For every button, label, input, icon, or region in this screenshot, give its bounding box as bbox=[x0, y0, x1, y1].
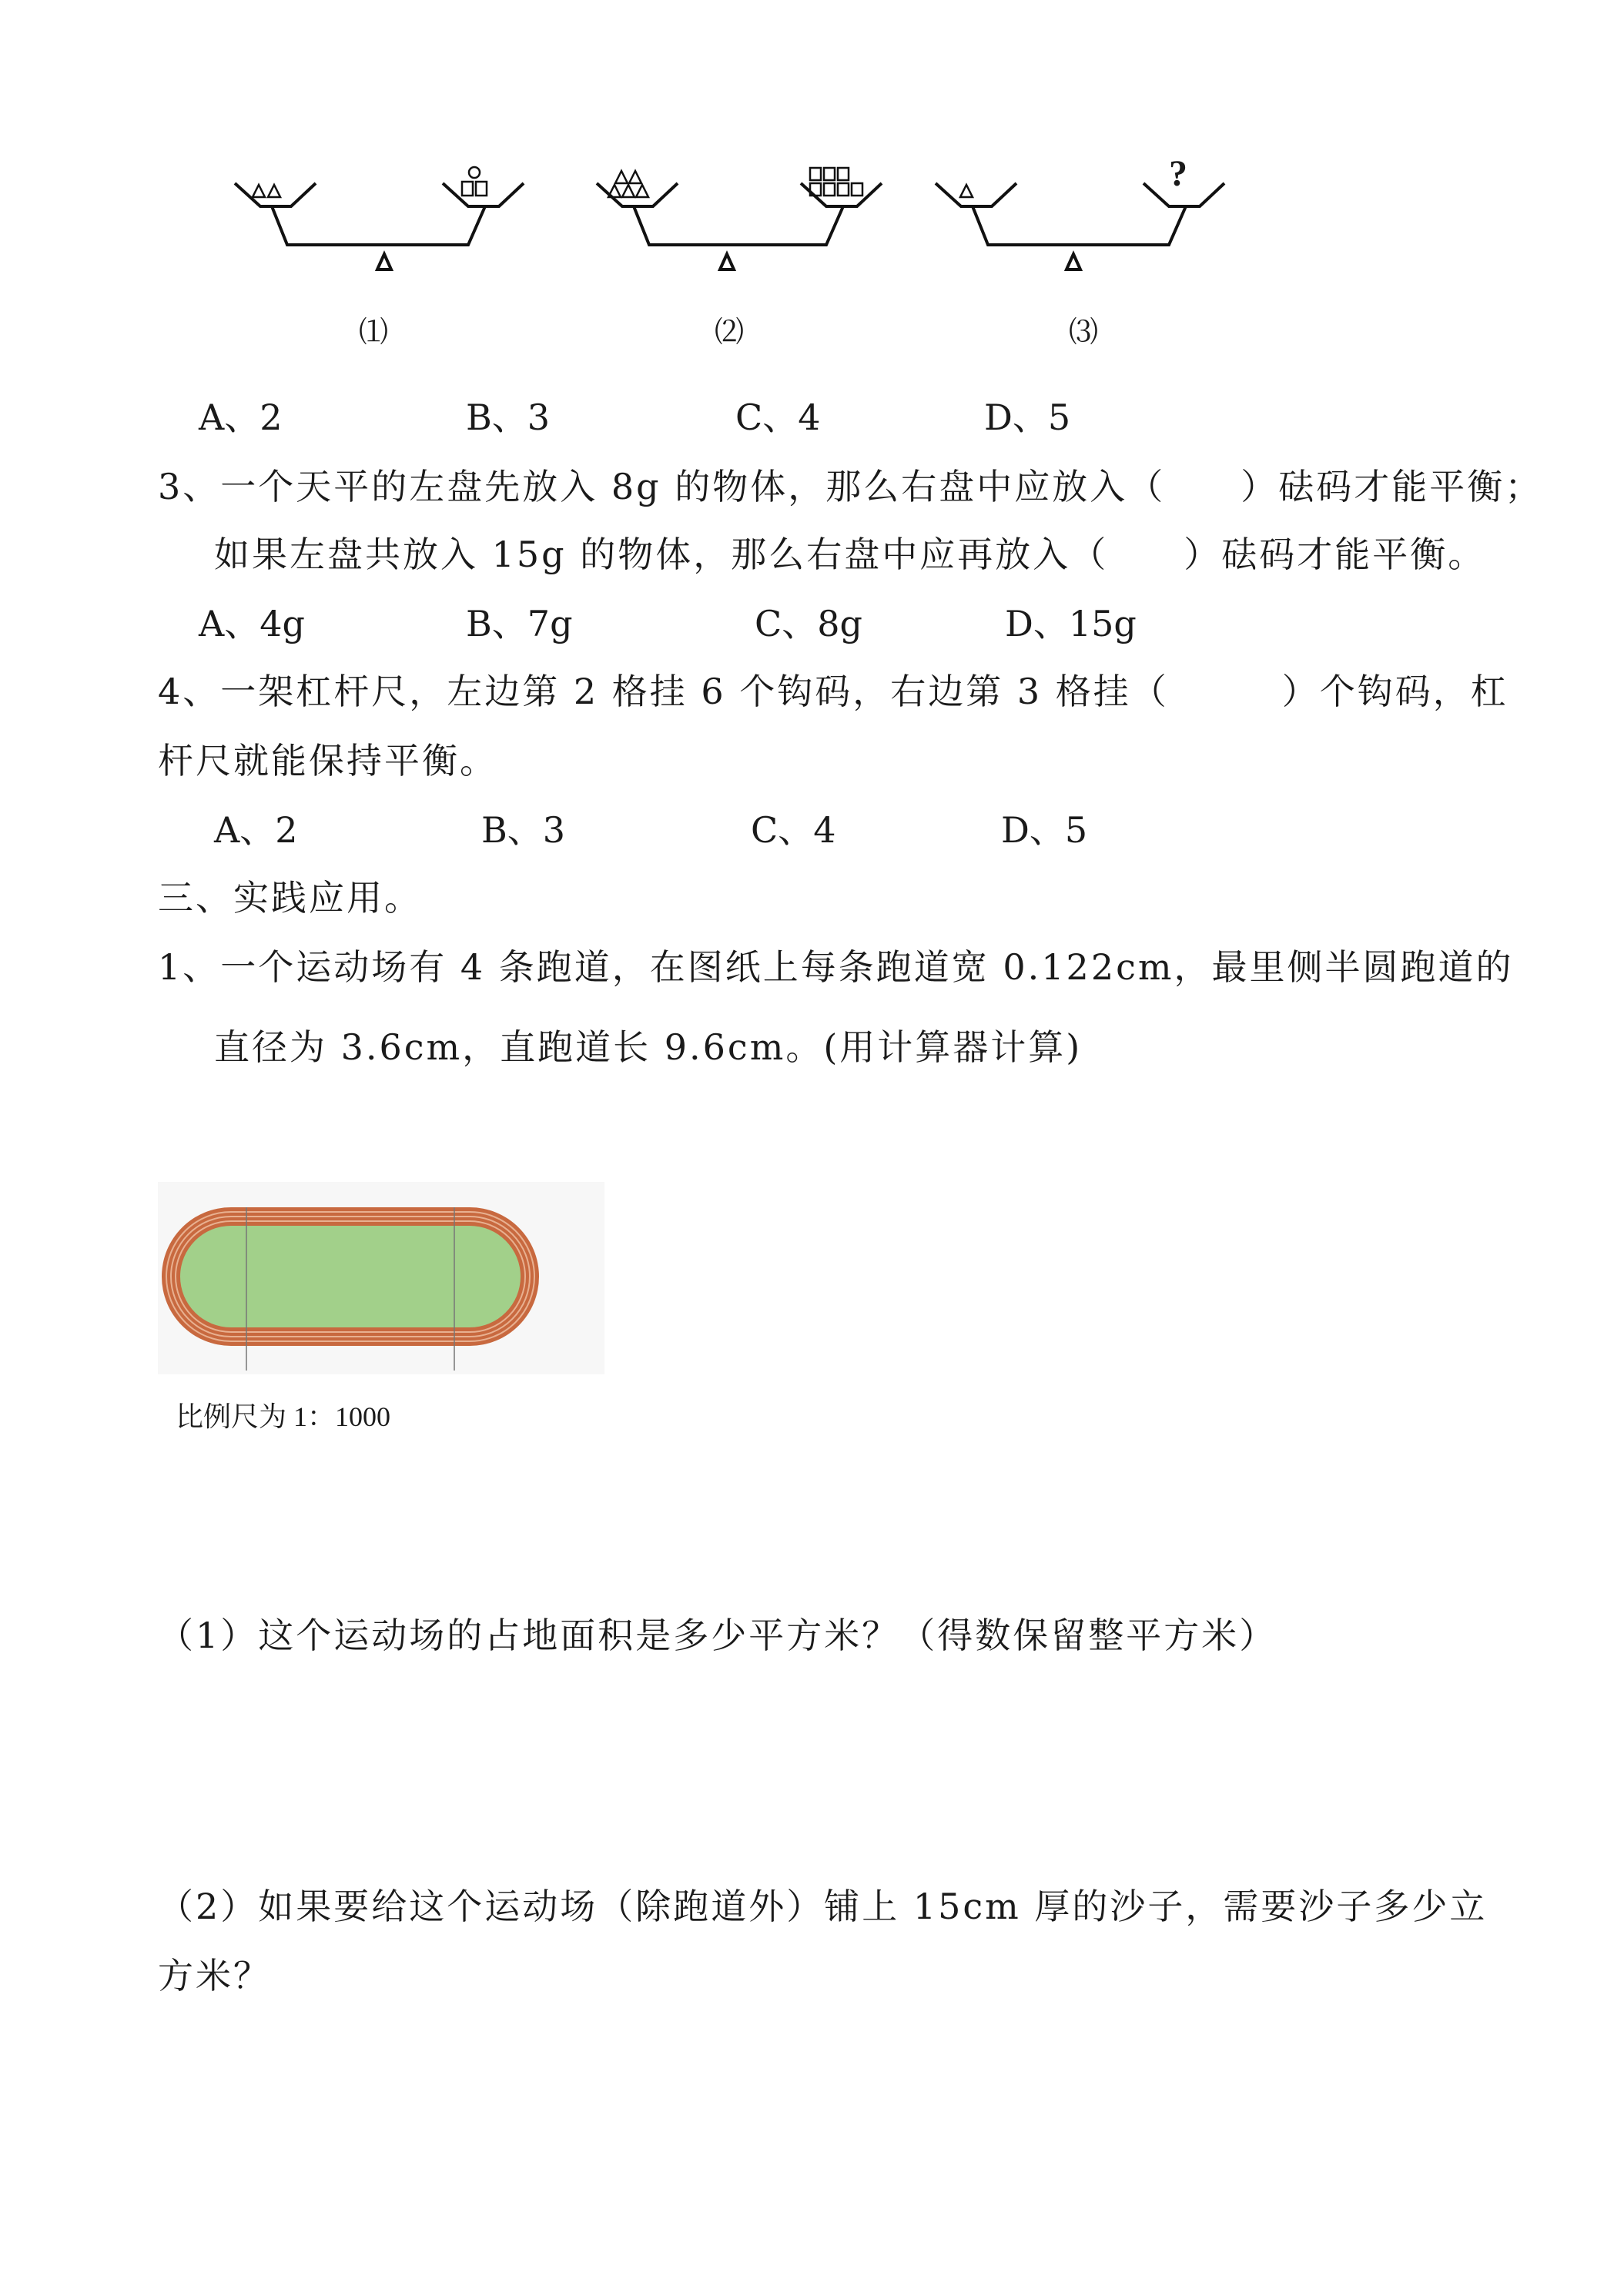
q3-option-d: D、15g bbox=[1005, 603, 1137, 644]
scale-label: 比例尺为 1：1000 bbox=[176, 1401, 391, 1432]
balance-caption-1: ⑴ bbox=[359, 316, 389, 349]
q3-option-b: B、7g bbox=[466, 603, 573, 644]
s3-q1-line-2: 直径为 3.6cm，直跑道长 9.6cm。(用计算器计算) bbox=[214, 1026, 1083, 1068]
section-3-heading: 三、实践应用。 bbox=[158, 877, 422, 919]
s3-sub-question-1: （1）这个运动场的占地面积是多少平方米？（得数保留整平方米） bbox=[158, 1615, 1277, 1656]
q3-option-c: C、8g bbox=[755, 603, 862, 644]
q2-option-c: C、4 bbox=[735, 397, 821, 438]
s3-q1-line-1: 1、一个运动场有 4 条跑道，在图纸上每条跑道宽 0.122cm，最里侧半圆跑道的 bbox=[158, 946, 1514, 988]
q2-option-b: B、3 bbox=[466, 397, 551, 438]
running-track-figure bbox=[158, 1182, 604, 1382]
q4-line-1: 4、一架杠杆尺，左边第 2 格挂 6 个钩码，右边第 3 格挂（ ）个钩码，杠 bbox=[158, 671, 1508, 712]
q2-option-d: D、5 bbox=[984, 397, 1071, 438]
balance-caption-3: ⑶ bbox=[1069, 316, 1099, 349]
q4-option-a: A、2 bbox=[214, 809, 298, 851]
s3-sub-question-2-line-2: 方米？ bbox=[158, 1955, 271, 1996]
s3-sub-question-2-line-1: （2）如果要给这个运动场（除跑道外）铺上 15cm 厚的沙子，需要沙子多少立 bbox=[158, 1886, 1488, 1927]
q4-option-c: C、4 bbox=[751, 809, 836, 851]
q2-option-a: A、2 bbox=[199, 397, 283, 438]
balance-3 bbox=[0, 0, 1624, 354]
q3-line-2: 如果左盘共放入 15g 的物体，那么右盘中应再放入（ ）砝码才能平衡。 bbox=[214, 534, 1486, 575]
q3-line-1: 3、一个天平的左盘先放入 8g 的物体，那么右盘中应放入（ ）砝码才能平衡； bbox=[158, 466, 1543, 507]
balance-caption-2: ⑵ bbox=[715, 316, 745, 349]
question-mark: ? bbox=[1169, 153, 1187, 194]
q4-option-b: B、3 bbox=[481, 809, 566, 851]
q4-line-2: 杆尺就能保持平衡。 bbox=[158, 740, 497, 782]
q4-option-d: D、5 bbox=[1001, 809, 1088, 851]
q3-option-a: A、4g bbox=[199, 603, 305, 644]
